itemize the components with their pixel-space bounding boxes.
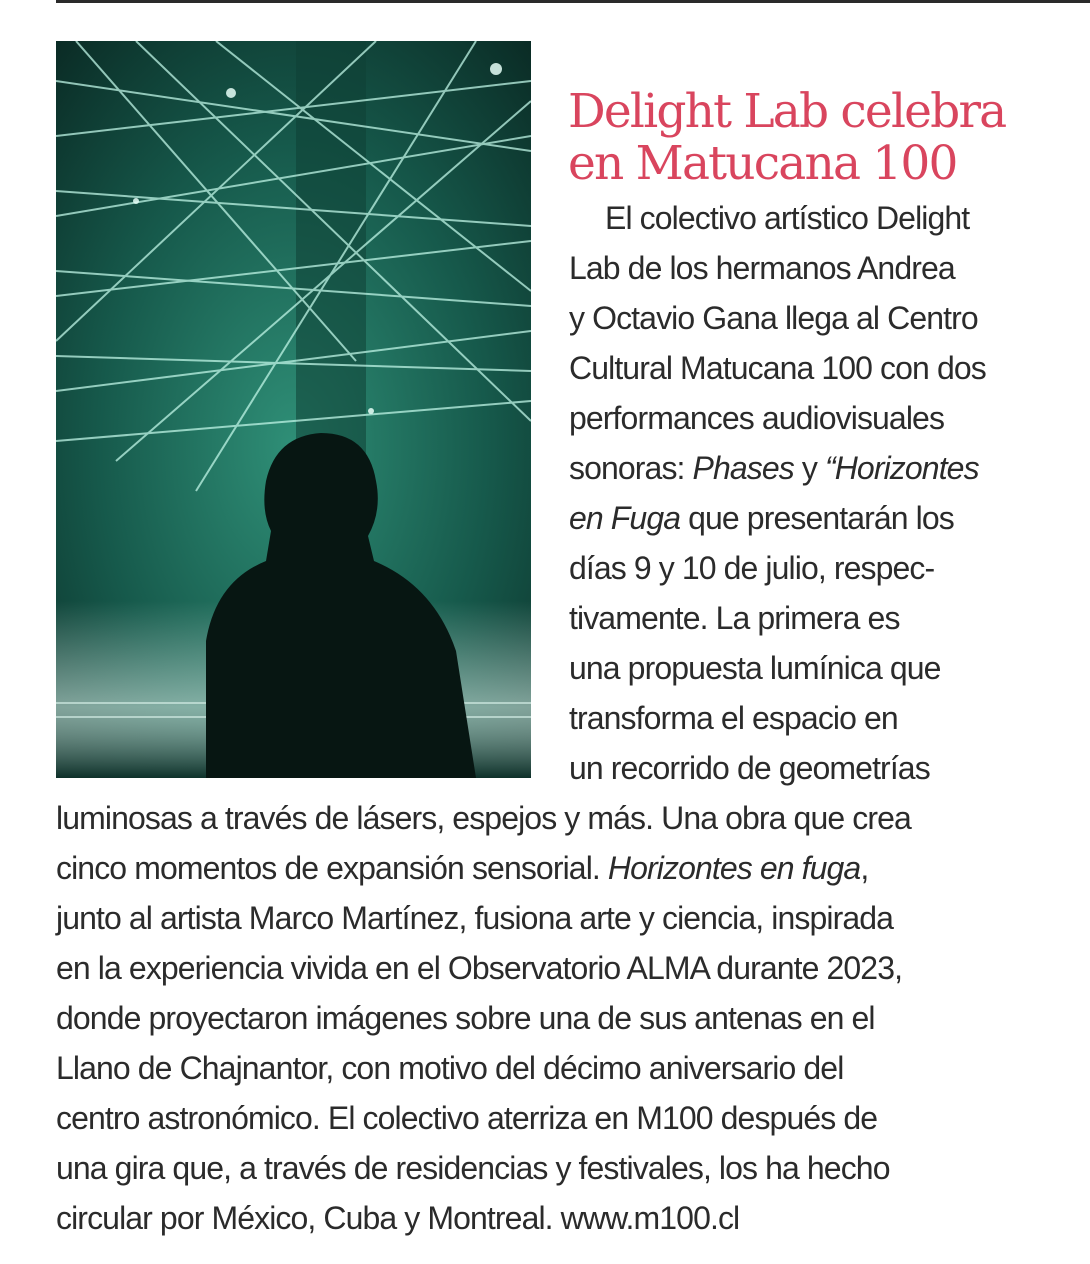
laser-installation-photo [56,41,531,778]
body-line [569,493,986,543]
body-text: sonoras: [569,450,693,486]
body-text: cinco momentos de expansión sensorial. [56,850,608,886]
body-line: y Octavio Gana llega al Centro [569,300,978,336]
article-headline: Delight Lab celebra en Matucana 100 [568,84,1006,191]
body-line: en la experiencia vivida en el Observatorio ALMA durante 2023, [56,950,903,986]
work-title-horizontes-en-fuga: Horizontes en fuga [607,850,861,886]
article-body-column [569,193,986,793]
body-line: transforma el espacio en [569,700,898,736]
body-text: que presentarán los [680,500,954,536]
body-line: luminosas a través de lásers, espejos y más. Una obra que crea [56,800,911,836]
body-line: días 9 y 10 de julio, respec- [569,550,935,586]
body-line [56,843,911,893]
work-title-phases: Phases [692,450,794,486]
article-photo [56,41,531,778]
top-rule [56,0,1090,3]
body-text: y [793,450,825,486]
body-line: circular por México, Cuba y Montreal. www.m100.cl [56,1200,740,1236]
body-line: tivamente. La primera es [569,600,900,636]
work-title-fuga: en Fuga [569,500,681,536]
body-line: junto al artista Marco Martínez, fusiona arte y ciencia, inspirada [56,900,894,936]
body-line: Llano de Chajnantor, con motivo del décimo aniversario del [56,1050,844,1086]
body-line: una gira que, a través de residencias y festivales, los ha hecho [56,1150,890,1186]
work-title-horizontes: “Horizontes [824,450,979,486]
body-line: centro astronómico. El colectivo aterriza en M100 después de [56,1100,878,1136]
body-line: un recorrido de geometrías [569,750,930,786]
body-line [569,443,986,493]
article-body-full [56,793,911,1243]
body-line: Lab de los hermanos Andrea [569,250,955,286]
body-line: El colectivo artístico Delight [605,200,970,236]
body-line: donde proyectaron imágenes sobre una de sus antenas en el [56,1000,875,1036]
body-line: una propuesta lumínica que [569,650,941,686]
body-line: performances audiovisuales [569,400,945,436]
body-text: , [860,850,869,886]
body-line: Cultural Matucana 100 con dos [569,350,986,386]
